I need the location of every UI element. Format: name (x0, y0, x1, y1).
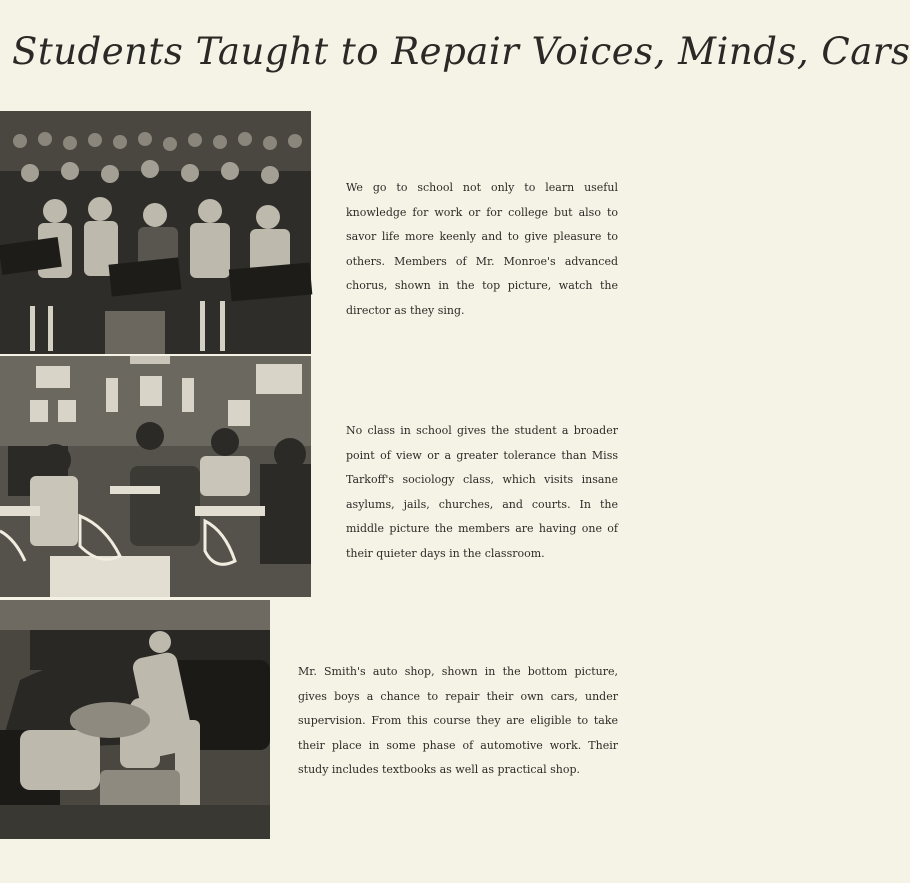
page-title: Students Taught to Repair Voices, Minds, Cars (12, 30, 910, 73)
photo-chorus (0, 111, 311, 354)
photo-auto-shop-car-repair-icon (0, 600, 270, 839)
paragraph-auto-shop: Mr. Smith's auto shop, shown in the bottom picture, gives boys a chance to repair their own cars, under supervision. From this course they are eligible to take their place in some phase of automotive work. Their study includes textbooks as well as practical shop. (298, 665, 618, 776)
photo-auto (0, 600, 270, 839)
photo-sociology (0, 356, 311, 597)
paragraph-sociology: No class in school gives the student a broader point of view or a greater tolerance than Miss Tarkoff's sociology class, which visits insane asylums, jails, churches, and courts. In the middle picture the members are having one of their quieter days in the classroom. (346, 424, 618, 560)
photo-sociology-classroom-icon (0, 356, 311, 597)
photo-chorus-students-singing-icon (0, 111, 311, 354)
paragraph-chorus: We go to school not only to learn useful knowledge for work or for college but also to savor life more keenly and to give pleasure to others. Members of Mr. Monroe's advanced chorus, shown in the top picture, watch the director as they sing. (346, 181, 618, 317)
